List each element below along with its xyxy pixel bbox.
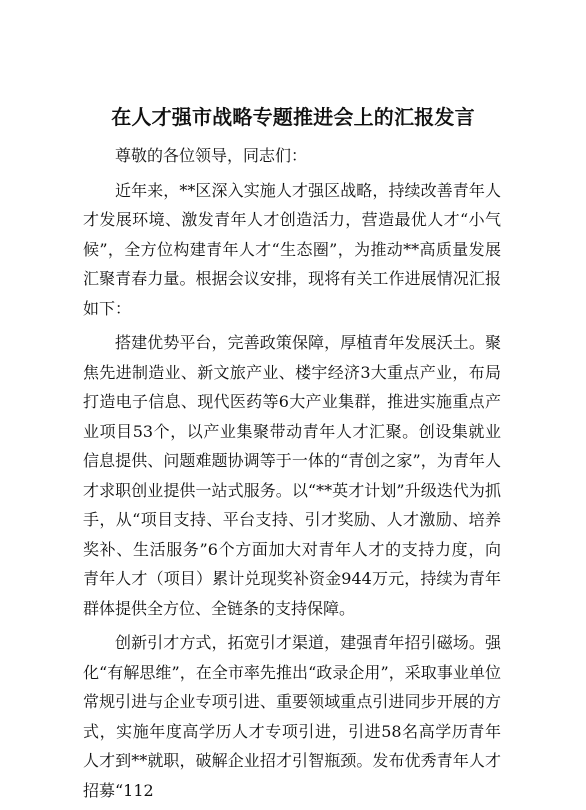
paragraph-platform: 搭建优势平台，完善政策保障，厚植青年发展沃土。聚焦先进制造业、新文旅产业、楼宇经济3大重点产业，布局打造电子信息、现代医药等6大产业集群，推进实施重点产业项目53个，以产业集聚带动青年人才汇聚。创设集就业信息提供、问题难题协调等于一体的“青创之家”，为青年人才求职创业提供一站式服务。以“**英才计划”升级迭代为抓手，从“项目支持、平台支持、引才奖励、人才激励、培养奖补、生活服务”6个方面加大对青年人才的支持力度，向青年人才（项目）累计兑现奖补资金944万元，持续为青年群体提供全方位、全链条的支持保障。 bbox=[83, 333, 501, 618]
paragraph-recruitment: 创新引才方式，拓宽引才渠道，建强青年招引磁场。强化“有解思维”，在全市率先推出“政录企用”，采取事业单位常规引进与企业专项引进、重要领域重点引进同步开展的方式，实施年度高学历人才专项引进，引进58名高学历青年人才到**就职，破解企业招才引智瓶颈。发布优秀青年人才招募“112 bbox=[83, 633, 501, 800]
paragraph-intro: 近年来，**区深入实施人才强区战略，持续改善青年人才发展环境、激发青年人才创造活力，营造最优人才“小气候”，全方位构建青年人才“生态圈”，为推动**高质量发展汇聚青春力量。根据会议安排，现将有关工作进展情况汇报如下： bbox=[83, 180, 501, 318]
document-title: 在人才强市战略专题推进会上的汇报发言 bbox=[111, 105, 475, 129]
salutation: 尊敬的各位领导，同志们： bbox=[115, 146, 308, 165]
document-body bbox=[83, 141, 501, 810]
